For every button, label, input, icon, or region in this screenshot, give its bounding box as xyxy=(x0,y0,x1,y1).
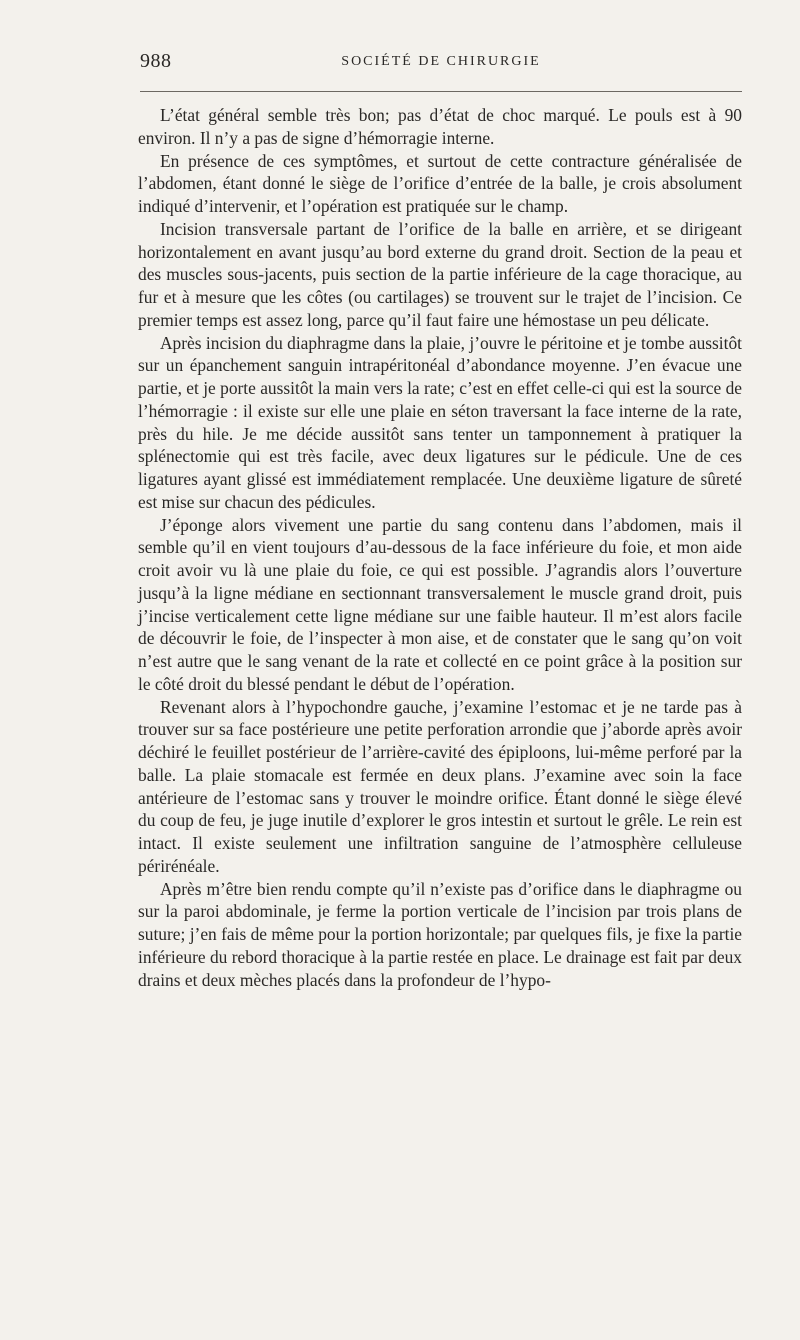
page-header xyxy=(140,50,742,76)
paragraph: J’éponge alors vivement une partie du sang contenu dans l’abdomen, mais il semble qu’il en vient toujours d’au-dessous de la face inférieure du foie, et mon aide croit avoir vu là une plaie du foie, ce qui est possible. J’agrandis alors l’ouverture jusqu’à la ligne médiane en sectionnant transversalement le muscle grand droit, puis j’incise verticalement cette ligne médiane sur une faible hauteur. Il m’est alors facile de découvrir le foie, de l’inspecter à mon aise, et de constater que le sang qu’on voit n’est autre que le sang venant de la rate et collecté en ce point grâce à la position sur le côté droit du blessé pendant le début de l’opération. xyxy=(138,514,742,694)
paragraph: Après incision du diaphragme dans la plaie, j’ouvre le péritoine et je tombe aussitôt sur un épanchement sanguin intrapéritonéal d’abondance moyenne. J’en évacue une partie, et je porte aussitôt la main vers la rate; c’est en effet celle-ci qui est la source de l’hémorragie : il existe sur elle une plaie en séton traversant la face interne de la rate, près du hile. Je me décide aussitôt sans tenter un tamponnement à pratiquer la splénectomie qui est très facile, avec deux ligatures sur le pédicule. Une de ces ligatures ayant glissé est immédiatement remplacée. Une deuxième ligature de sûreté est mise sur chacun des pédicules. xyxy=(138,332,742,512)
header-rule xyxy=(140,91,742,92)
paragraph: En présence de ces symptômes, et surtout de cette contracture généralisée de l’abdomen, étant donné le siège de l’orifice d’entrée de la balle, je crois absolument indiqué d’intervenir, et l’opération est pratiquée sur le champ. xyxy=(138,150,742,216)
paragraph: Revenant alors à l’hypochondre gauche, j’examine l’estomac et je ne tarde pas à trouver sur sa face postérieure une petite perforation arrondie que j’aborde après avoir déchiré le feuillet postérieur de l’arrière-cavité des épiploons, lui-même perforé par la balle. La plaie stomacale est fermée en deux plans. J’examine avec soin la face antérieure de l’estomac sans y trouver le moindre orifice. Étant donné le siège élevé du coup de feu, je juge inutile d’explorer le gros intestin et surtout le grêle. Le rein est intact. Il existe seulement une infiltration sanguine de l’atmosphère celluleuse périrénéale. xyxy=(138,696,742,876)
running-title: SOCIÉTÉ DE CHIRURGIE xyxy=(341,54,541,69)
page-number: 988 xyxy=(140,50,172,72)
paragraph: Après m’être bien rendu compte qu’il n’existe pas d’orifice dans le diaphragme ou sur la paroi abdominale, je ferme la portion verticale de l’incision par trois plans de suture; j’en fais de même pour la portion horizontale; par quelques fils, je fixe la partie inférieure du rebord thoracique à la partie restée en place. Le drainage est fait par deux drains et deux mèches placés dans la profondeur de l’hypo- xyxy=(138,878,742,990)
paragraph: L’état général semble très bon; pas d’état de choc marqué. Le pouls est à 90 environ. Il n’y a pas de signe d’hémorragie interne. xyxy=(138,105,742,148)
body-text xyxy=(138,104,742,991)
paragraph: Incision transversale partant de l’orifice de la balle en arrière, et se dirigeant horizontalement en avant jusqu’au bord externe du grand droit. Section de la peau et des muscles sous-jacents, puis section de la partie inférieure de la cage thoracique, au fur et à mesure que les côtes (ou cartilages) se trouvent sur le trajet de l’incision. Ce premier temps est assez long, parce qu’il faut faire une hémostase un peu délicate. xyxy=(138,218,742,330)
